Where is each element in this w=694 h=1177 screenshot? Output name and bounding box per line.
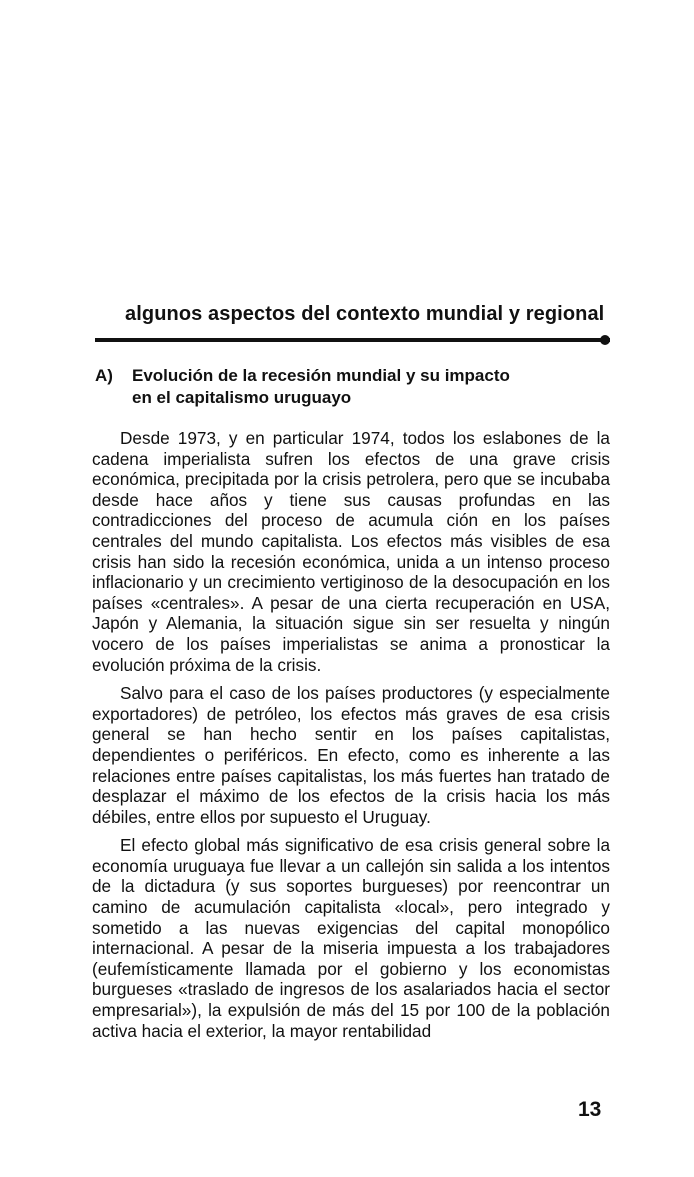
section-heading — [132, 365, 602, 409]
section-heading-line-1: Evolución de la recesión mundial y su impacto — [132, 366, 510, 385]
section-letter: A) — [95, 366, 113, 385]
section-heading-line-2: en el capitalismo uruguayo — [132, 388, 352, 407]
paragraph-2: Salvo para el caso de los países productores (y especialmente exportadores) de petróleo, los efectos más graves de esa crisis general se han hecho sentir en los países capitalistas, dependientes o periféricos. En efecto, como es inherente a las relaciones entre países capitalistas, los más fuertes han tratado de desplazar el máximo de los efectos de la crisis hacia los más débiles, entre ellos por supuesto el Uruguay. — [92, 683, 610, 827]
paragraph-3: El efecto global más significativo de esa crisis general sobre la economía uruguaya fue llevar a un callejón sin salida a los intentos de la dictadura (y sus soportes burgueses) por reencontrar un camino de acumulación capitalista «local», pero integrado y sometido a las nuevas exigencias del capital monopólico internacional. A pesar de la miseria impuesta a los trabajadores (eufemísticamente llamada por el gobierno y los economistas burgueses «traslado de ingresos de los asalariados hacia el sector empresarial»), la expulsión de más del 15 por 100 de la población activa hacia el exterior, la mayor rentabilidad — [92, 835, 610, 1041]
body-text — [92, 428, 610, 1041]
header-rule — [95, 338, 610, 342]
paragraph-1: Desde 1973, y en particular 1974, todos los eslabones de la cadena imperialista sufren los efectos de una grave crisis económica, precipitada por la crisis petrolera, pero que se incubaba desde hace años y tiene sus causas profundas en las contradicciones del proceso de acumula ción en los países centrales del mundo capitalista. Los efectos más visibles de esa crisis han sido la recesión económica, unida a un intenso proceso inflacionario y un crecimiento vertiginoso de la desocupación en los países «centrales». A pesar de una cierta recuperación en USA, Japón y Alemania, la situación sigue sin ser resuelta y ningún vocero de los países imperialistas se anima a pronosticar la evolución próxima de la crisis. — [92, 428, 610, 675]
page-number: 13 — [578, 1098, 602, 1121]
header-rule-end-dot — [600, 335, 610, 345]
running-header: algunos aspectos del contexto mundial y regional — [125, 303, 605, 325]
